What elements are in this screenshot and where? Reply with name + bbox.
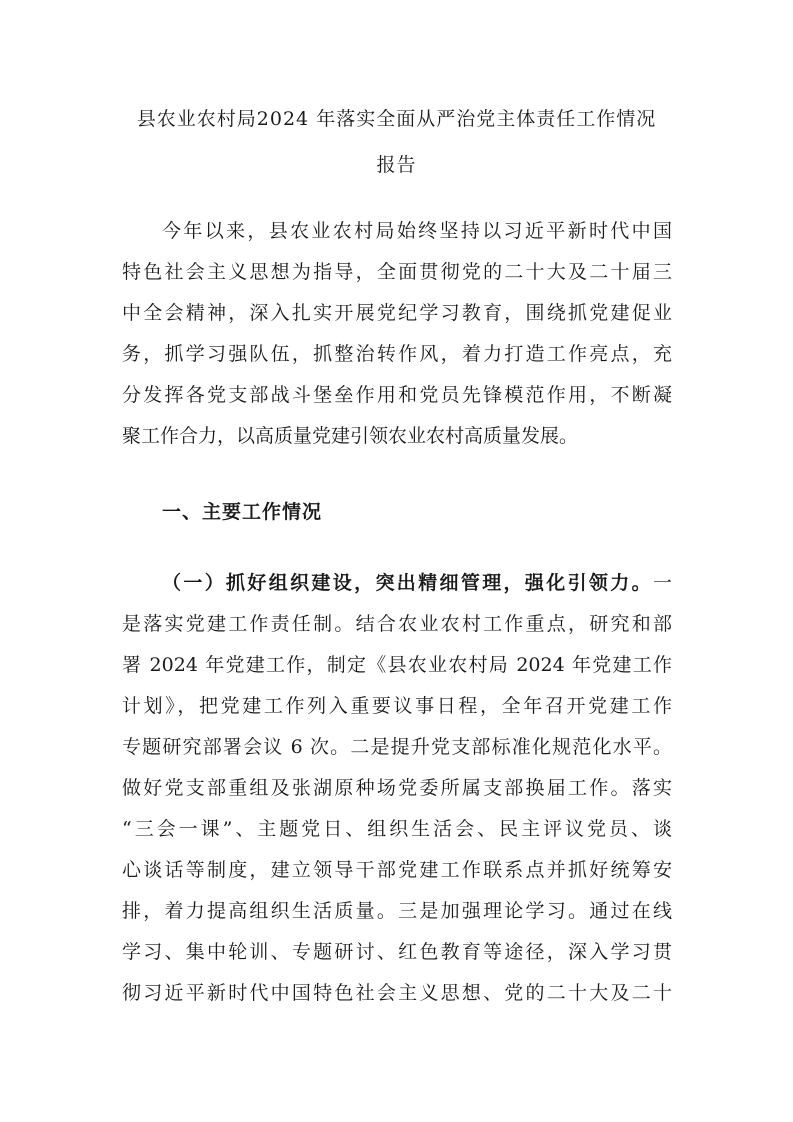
subsection-line: 排，着力提高组织生活质量。三是加强理论学习。通过在线 bbox=[122, 900, 672, 922]
subsection-line: 是落实党建工作责任制。结合农业农村工作重点，研究和部 bbox=[122, 613, 672, 635]
document-title-line-1: 县农业农村局2024 年落实全面从严治党主体责任工作情况 bbox=[136, 108, 657, 130]
subsection-line: 心谈话等制度，建立领导干部党建工作联系点并抓好统筹安 bbox=[122, 859, 672, 881]
intro-line: 务，抓学习强队伍，抓整治转作风，着力打造工作亮点，充 bbox=[122, 343, 672, 365]
section-heading: 一、主要工作情况 bbox=[162, 501, 323, 523]
subsection-line: “三会一课”、主题党日、组织生活会、民主评议党员、谈 bbox=[122, 818, 672, 840]
subsection-line: 署 2024 年党建工作，制定《县农业农村局 2024 年党建工作 bbox=[122, 654, 672, 676]
subsection-line: 做好党支部重组及张湖原种场党委所属支部换届工作。落实 bbox=[122, 777, 672, 799]
intro-line: 中全会精神，深入扎实开展党纪学习教育，围绕抓党建促业 bbox=[122, 302, 672, 324]
subsection-line: 计划》，把党建工作列入重要议事日程，全年召开党建工作 bbox=[122, 695, 672, 717]
intro-line: 分发挥各党支部战斗堡垒作用和党员先锋模范作用，不断凝 bbox=[122, 384, 672, 406]
subsection-line: 专题研究部署会议 6 次。二是提升党支部标准化规范化水平。 bbox=[122, 736, 672, 758]
subsection-line: 彻习近平新时代中国特色社会主义思想、党的二十大及二十 bbox=[122, 982, 672, 1004]
intro-line: 聚工作合力，以高质量党建引领农业农村高质量发展。 bbox=[122, 425, 579, 447]
subsection-heading: （一）抓好组织建设，突出精细管理，强化引领力。 bbox=[162, 572, 653, 594]
subsection-first-line-tail: 一 bbox=[652, 572, 672, 594]
document-title-line-2: 报告 bbox=[376, 154, 417, 176]
intro-line: 特色社会主义思想为指导，全面贯彻党的二十大及二十届三 bbox=[122, 261, 672, 283]
subsection-first-line bbox=[162, 568, 672, 595]
subsection-line: 学习、集中轮训、专题研讨、红色教育等途径，深入学习贯 bbox=[122, 941, 672, 963]
intro-line: 今年以来，县农业农村局始终坚持以习近平新时代中国 bbox=[162, 220, 672, 242]
